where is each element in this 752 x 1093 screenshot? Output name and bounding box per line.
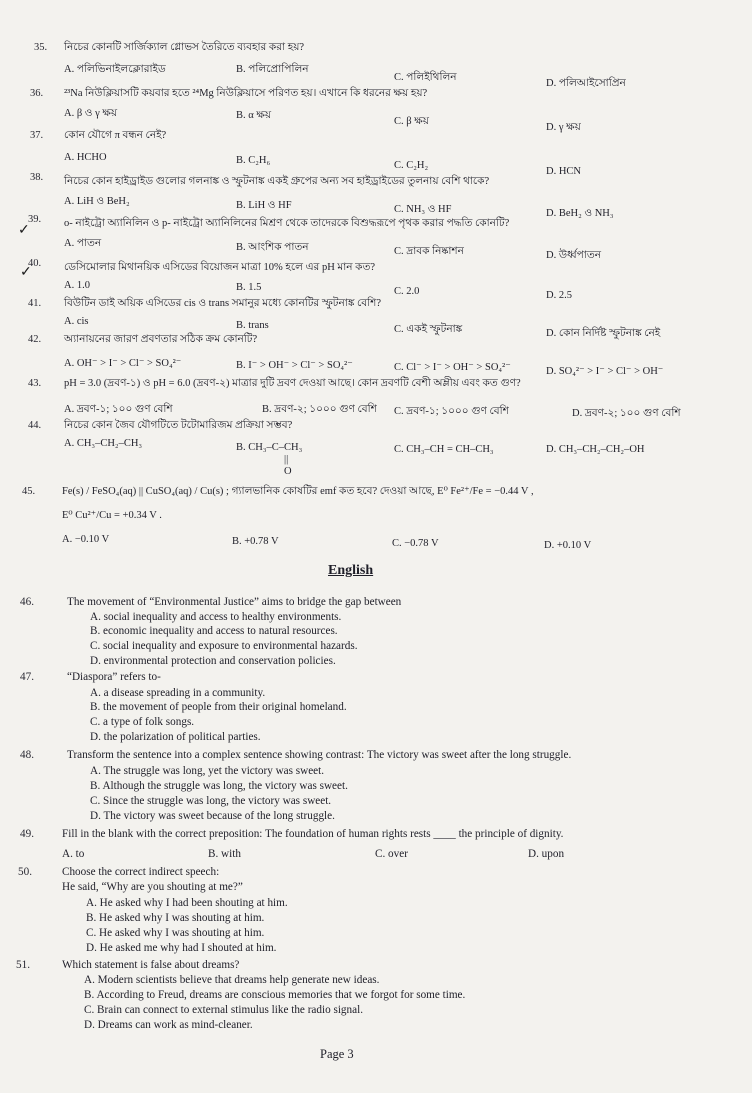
q48-opt-d: D. The victory was sweet because of the long struggle.	[90, 810, 335, 822]
q36-stem: ²³Na নিউক্লিয়াসটি কয়বার হতে ²⁴Mg নিউক্লিয়াসে পরিণত হয়। এখানে কি ধরনের ক্ষয় হয়?	[64, 88, 428, 99]
q50-opt-c: C. He asked why I was shouting at him.	[86, 927, 265, 939]
q37-opt-c: C. C₂H₂	[394, 160, 429, 171]
q39-stem: o- নাইট্রো অ্যানিলিন ও p- নাইট্রো অ্যানিলিনের মিশ্রণ থেকে তাদেরকে বিশুদ্ধরূপে পৃথক করার পদ্ধতি কোনটি?	[64, 218, 510, 229]
q51-opt-d: D. Dreams can work as mind-cleaner.	[84, 1019, 253, 1031]
q51-number: 51.	[16, 959, 30, 971]
q48-opt-a: A. The struggle was long, yet the victory was sweet.	[90, 765, 325, 777]
q50-stem: Choose the correct indirect speech:	[62, 866, 220, 878]
q35-opt-c: C. পলিইথিলিন	[394, 72, 457, 83]
checkmark-icon: ✓	[20, 265, 32, 280]
q40-opt-d: D. 2.5	[546, 290, 572, 301]
q47-stem: “Diaspora” refers to-	[67, 671, 161, 683]
q44-stem: নিচের কোন জৈব যৌগটিতে টটোমারিজম প্রক্রিয়া সম্ভব?	[64, 420, 293, 431]
q43-opt-b: B. দ্রবণ-২; ১০০০ গুণ বেশি	[262, 404, 377, 415]
q46-opt-b: B. economic inequality and access to natural resources.	[90, 625, 338, 637]
q36-opt-d: D. γ ক্ষয়	[546, 122, 581, 133]
q39-opt-d: D. উর্ধ্বপাতন	[546, 250, 601, 261]
q49-opt-b: B. with	[208, 848, 241, 860]
q42-number: 42.	[28, 334, 42, 345]
q38-opt-d: D. BeH₂ ও NH₃	[546, 208, 614, 219]
q41-opt-c: C. একই স্ফুটনাঙ্ক	[394, 324, 463, 335]
q44-opt-b: B. CH₃–C–CH₃	[236, 442, 303, 453]
q39-opt-b: B. আংশিক পাতন	[236, 242, 309, 253]
q47-opt-d: D. the polarization of political parties.	[90, 731, 261, 743]
q39-opt-a: A. পাতন	[64, 238, 102, 249]
q43-stem: pH = 3.0 (দ্রবণ-১) ও pH = 6.0 (দ্রবণ-২) মাত্রার দুটি দ্রবণ দেওয়া আছে। কোন দ্রবণটি বেশী অম্লীয় এবং কত গুণ?	[64, 378, 521, 389]
q38-stem: নিচের কোন হাইড্রাইড গুলোর গলনাঙ্ক ও স্ফুটনাঙ্ক একই গ্রুপের অন্য সব হাইড্রাইডের তুলনায় বেশি থাকে?	[64, 176, 490, 187]
q35-opt-b: B. পলিপ্রোপিলিন	[236, 64, 309, 75]
q44-oxygen: O	[284, 466, 292, 477]
q43-opt-d: D. দ্রবণ-২; ১০০ গুণ বেশি	[572, 408, 681, 419]
q35-opt-a: A. পলিভিনাইলক্লোরাইড	[64, 64, 166, 75]
q47-opt-b: B. the movement of people from their original homeland.	[90, 701, 347, 713]
q49-opt-c: C. over	[375, 848, 408, 860]
q46-number: 46.	[20, 596, 34, 608]
q39-opt-c: C. দ্রাবক নিষ্কাশন	[394, 246, 464, 257]
q45-opt-d: D. +0.10 V	[544, 540, 592, 551]
q51-opt-a: A. Modern scientists believe that dreams help generate new ideas.	[84, 974, 380, 986]
q35-number: 35.	[34, 42, 48, 53]
q37-opt-b: B. C₂H₆	[236, 155, 271, 166]
q38-number: 38.	[30, 172, 44, 183]
q38-opt-b: B. LiH ও HF	[236, 200, 292, 211]
q46-opt-a: A. social inequality and access to healthy environments.	[90, 611, 342, 623]
q51-opt-b: B. According to Freud, dreams are conscious memories that we forgot for some time.	[84, 989, 466, 1001]
q44-double-bond: ||	[284, 454, 289, 465]
q38-opt-a: A. LiH ও BeH₂	[64, 196, 130, 207]
q42-opt-a: A. OH⁻ > I⁻ > Cl⁻ > SO₄²⁻	[64, 358, 182, 369]
q43-opt-c: C. দ্রবণ-১; ১০০০ গুণ বেশি	[394, 406, 509, 417]
q41-opt-a: A. cis	[64, 316, 89, 327]
q45-opt-c: C. −0.78 V	[392, 538, 439, 549]
q44-number: 44.	[28, 420, 42, 431]
q47-opt-a: A. a disease spreading in a community.	[90, 687, 266, 699]
section-heading-english: English	[328, 563, 374, 578]
q44-opt-c: C. CH₃–CH = CH–CH₃	[394, 444, 494, 455]
q49-opt-a: A. to	[62, 848, 85, 860]
q48-opt-c: C. Since the struggle was long, the victory was sweet.	[90, 795, 332, 807]
q47-opt-c: C. a type of folk songs.	[90, 716, 195, 728]
q45-stem-2: E⁰ Cu²⁺/Cu = +0.34 V .	[62, 510, 162, 521]
q36-opt-a: A. β ও γ ক্ষয়	[64, 108, 118, 119]
q37-opt-d: D. HCN	[546, 166, 582, 177]
q44-opt-a: A. CH₃–CH₂–CH₃	[64, 438, 143, 449]
q50-number: 50.	[18, 866, 32, 878]
q37-stem: কোন যৌগে π বন্ধন নেই?	[64, 130, 167, 141]
page-number: Page 3	[320, 1047, 354, 1061]
q46-opt-d: D. environmental protection and conservation policies.	[90, 655, 336, 667]
q41-opt-d: D. কোন নির্দিষ্ট স্ফুটনাঙ্ক নেই	[546, 328, 661, 339]
q46-opt-c: C. social inequality and exposure to environmental hazards.	[90, 640, 358, 652]
q37-opt-a: A. HCHO	[64, 152, 107, 163]
q47-number: 47.	[20, 671, 34, 683]
q42-stem: অ্যানায়নের জারণ প্রবণতার সঠিক ক্রম কোনটি?	[64, 334, 258, 345]
q40-opt-c: C. 2.0	[394, 286, 420, 297]
q50-stem-2: He said, “Why are you shouting at me?”	[62, 881, 243, 893]
q49-number: 49.	[20, 828, 34, 840]
q50-opt-d: D. He asked me why had I shouted at him.	[86, 942, 277, 954]
q42-opt-c: C. Cl⁻ > I⁻ > OH⁻ > SO₄²⁻	[394, 362, 511, 373]
q40-number: 40.	[28, 258, 42, 269]
q42-opt-d: D. SO₄²⁻ > I⁻ > Cl⁻ > OH⁻	[546, 366, 664, 377]
checkmark-icon: ✓	[18, 223, 30, 238]
q37-number: 37.	[30, 130, 44, 141]
q48-stem: Transform the sentence into a complex sentence showing contrast: The victory was sweet after the long struggle.	[67, 749, 572, 761]
q45-opt-b: B. +0.78 V	[232, 536, 279, 547]
q41-stem: বিউটিন ডাই অয়িক এসিডের cis ও trans সমানুর মধ্যে কোনটির স্ফুটনাঙ্ক বেশি?	[64, 298, 382, 309]
q46-stem: The movement of “Environmental Justice” aims to bridge the gap between	[67, 596, 402, 608]
q45-stem: Fe(s) / FeSO₄(aq) || CuSO₄(aq) / Cu(s) ; গ্যালভানিক কোষটির emf কত হবে? দেওয়া আছে, E⁰ Fe²⁺/Fe = −0.44 V ,	[62, 486, 534, 497]
q48-number: 48.	[20, 749, 34, 761]
q39-number: 39.	[28, 214, 42, 225]
q35-opt-d: D. পলিআইসোপ্রিন	[546, 78, 626, 89]
q41-number: 41.	[28, 298, 42, 309]
q45-number: 45.	[22, 486, 36, 497]
q51-stem: Which statement is false about dreams?	[62, 959, 240, 971]
q43-opt-a: A. দ্রবণ-১; ১০০ গুণ বেশি	[64, 404, 173, 415]
q35-stem: নিচের কোনটি সার্জিক্যাল গ্লোভস তৈরিতে ব্যবহার করা হয়?	[64, 42, 305, 53]
q40-stem: ডেসিমোলার মিথানয়িক এসিডের বিয়োজন মাত্রা 10% হলে এর pH মান কত?	[64, 262, 376, 273]
q48-opt-b: B. Although the struggle was long, the victory was sweet.	[90, 780, 348, 792]
q40-opt-a: A. 1.0	[64, 280, 90, 291]
q50-opt-a: A. He asked why I had been shouting at him.	[86, 897, 288, 909]
q49-opt-d: D. upon	[528, 848, 565, 860]
q45-opt-a: A. −0.10 V	[62, 534, 110, 545]
q41-opt-b: B. trans	[236, 320, 269, 331]
q38-opt-c: C. NH₃ ও HF	[394, 204, 452, 215]
q50-opt-b: B. He asked why I was shouting at him.	[86, 912, 265, 924]
q42-opt-b: B. I⁻ > OH⁻ > Cl⁻ > SO₄²⁻	[236, 360, 353, 371]
q36-opt-b: B. α ক্ষয়	[236, 110, 272, 121]
q36-opt-c: C. β ক্ষয়	[394, 116, 429, 127]
q51-opt-c: C. Brain can connect to external stimulus like the radio signal.	[84, 1004, 363, 1016]
q36-number: 36.	[30, 88, 44, 99]
q49-stem: Fill in the blank with the correct preposition: The foundation of human rights rests ____ the principle of dignity.	[62, 828, 564, 840]
q40-opt-b: B. 1.5	[236, 282, 262, 293]
q44-opt-d: D. CH₃–CH₂–CH₂–OH	[546, 444, 645, 455]
q43-number: 43.	[28, 378, 42, 389]
